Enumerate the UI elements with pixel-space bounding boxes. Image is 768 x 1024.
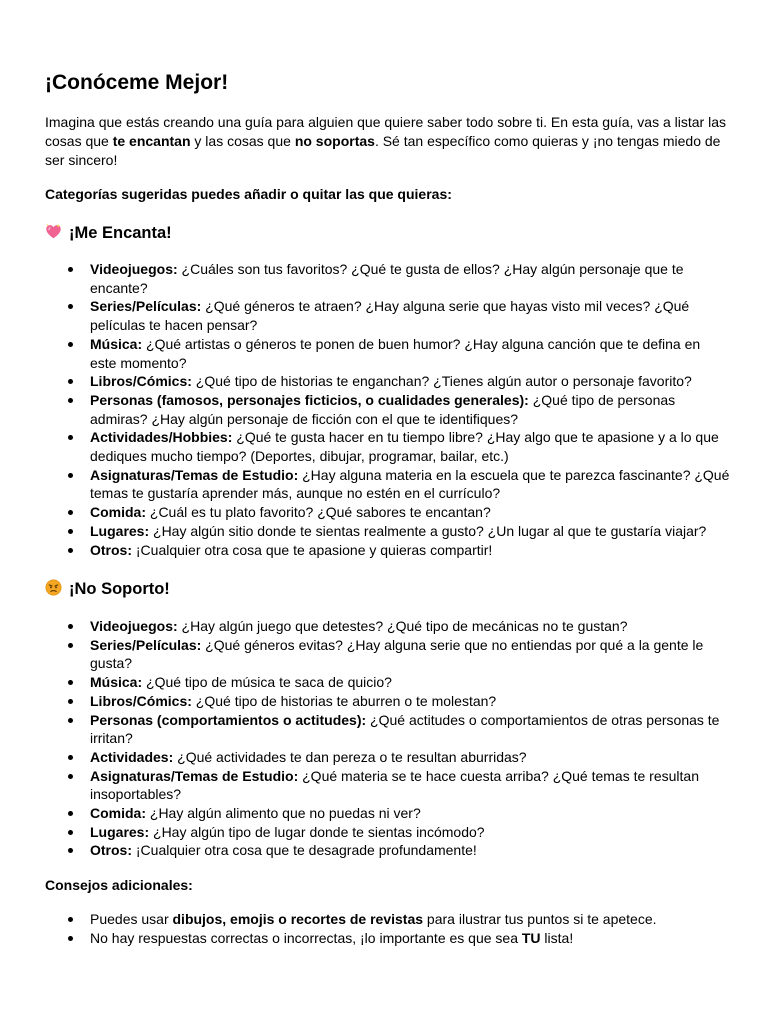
angry-face-icon (45, 579, 62, 596)
intro-text-3: . Sé tan específico como quieras y ¡no tengas miedo de ser sincero! (45, 133, 721, 168)
page-title: ¡Conóceme Mejor! (45, 71, 229, 94)
list-item: Comida: ¿Cuál es tu plato favorito? ¿Qué sabores te encantan? (45, 503, 730, 522)
hate-section-heading (45, 578, 170, 600)
list-item: Personas (famosos, personajes ficticios, o cualidades generales): ¿Qué tipo de personas admiras? ¿Hay algún personaje de ficción con el que te identifiques? (45, 391, 730, 428)
list-item: Personas (comportamientos o actitudes): ¿Qué actitudes o comportamientos de otras personas te irritan? (45, 711, 730, 748)
intro-paragraph (45, 113, 730, 170)
list-item: Música: ¿Qué tipo de música te saca de quicio? (45, 673, 730, 692)
list-item: Series/Películas: ¿Qué géneros evitas? ¿Hay alguna serie que no entiendas por qué a la gente le gusta? (45, 636, 730, 673)
list-item: Asignaturas/Temas de Estudio: ¿Qué materia se te hace cuesta arriba? ¿Qué temas te resultan insoportables? (45, 767, 730, 804)
list-item: Actividades/Hobbies: ¿Qué te gusta hacer en tu tiempo libre? ¿Hay algo que te apasione y a lo que dediques mucho tiempo? (Deportes, dibujar, programar, bailar, etc.) (45, 428, 730, 465)
intro-bold-love: te encantan (112, 133, 191, 149)
tips-list (45, 910, 730, 947)
love-section-heading (45, 222, 172, 244)
list-item: Series/Películas: ¿Qué géneros te atraen? ¿Hay alguna serie que hayas visto mil veces? ¿Qué películas te hacen pensar? (45, 297, 730, 334)
list-item: Lugares: ¿Hay algún tipo de lugar donde te sientas incómodo? (45, 823, 730, 842)
list-item: Otros: ¡Cualquier otra cosa que te apasione y quieras compartir! (45, 541, 730, 560)
sparkling-heart-icon (45, 223, 62, 240)
list-item: Comida: ¿Hay algún alimento que no puedas ni ver? (45, 804, 730, 823)
list-item: Libros/Cómics: ¿Qué tipo de historias te enganchan? ¿Tienes algún autor o personaje favorito? (45, 372, 730, 391)
categories-heading: Categorías sugeridas puedes añadir o quitar las que quieras: (45, 186, 452, 202)
intro-text-1: Imagina que estás creando una guía para alguien que quiere saber todo sobre ti. En esta guía, vas a listar las cosas que (45, 114, 726, 149)
love-heading-text: ¡Me Encanta! (69, 224, 172, 242)
list-item: Otros: ¡Cualquier otra cosa que te desagrade profundamente! (45, 841, 730, 860)
hate-heading-text: ¡No Soporto! (69, 580, 170, 598)
list-item: No hay respuestas correctas o incorrectas, ¡lo importante es que sea TU lista! (45, 929, 730, 948)
love-list (45, 260, 730, 559)
list-item: Videojuegos: ¿Hay algún juego que detestes? ¿Qué tipo de mecánicas no te gustan? (45, 617, 730, 636)
list-item: Lugares: ¿Hay algún sitio donde te sientas realmente a gusto? ¿Un lugar al que te gustaría viajar? (45, 522, 730, 541)
hate-list (45, 617, 730, 860)
intro-bold-hate: no soportas (294, 133, 375, 149)
tips-heading: Consejos adicionales: (45, 877, 193, 893)
intro-text-2: y las cosas que (190, 133, 295, 149)
list-item: Videojuegos: ¿Cuáles son tus favoritos? ¿Qué te gusta de ellos? ¿Hay algún personaje que te encante? (45, 260, 730, 297)
list-item: Música: ¿Qué artistas o géneros te ponen de buen humor? ¿Hay alguna canción que te defina en este momento? (45, 335, 730, 372)
list-item: Puedes usar dibujos, emojis o recortes de revistas para ilustrar tus puntos si te apetece. (45, 910, 730, 929)
list-item: Actividades: ¿Qué actividades te dan pereza o te resultan aburridas? (45, 748, 730, 767)
list-item: Asignaturas/Temas de Estudio: ¿Hay alguna materia en la escuela que te parezca fascinante? ¿Qué temas te gustaría aprender más, aunque no estén en el currículo? (45, 466, 730, 503)
list-item: Libros/Cómics: ¿Qué tipo de historias te aburren o te molestan? (45, 692, 730, 711)
